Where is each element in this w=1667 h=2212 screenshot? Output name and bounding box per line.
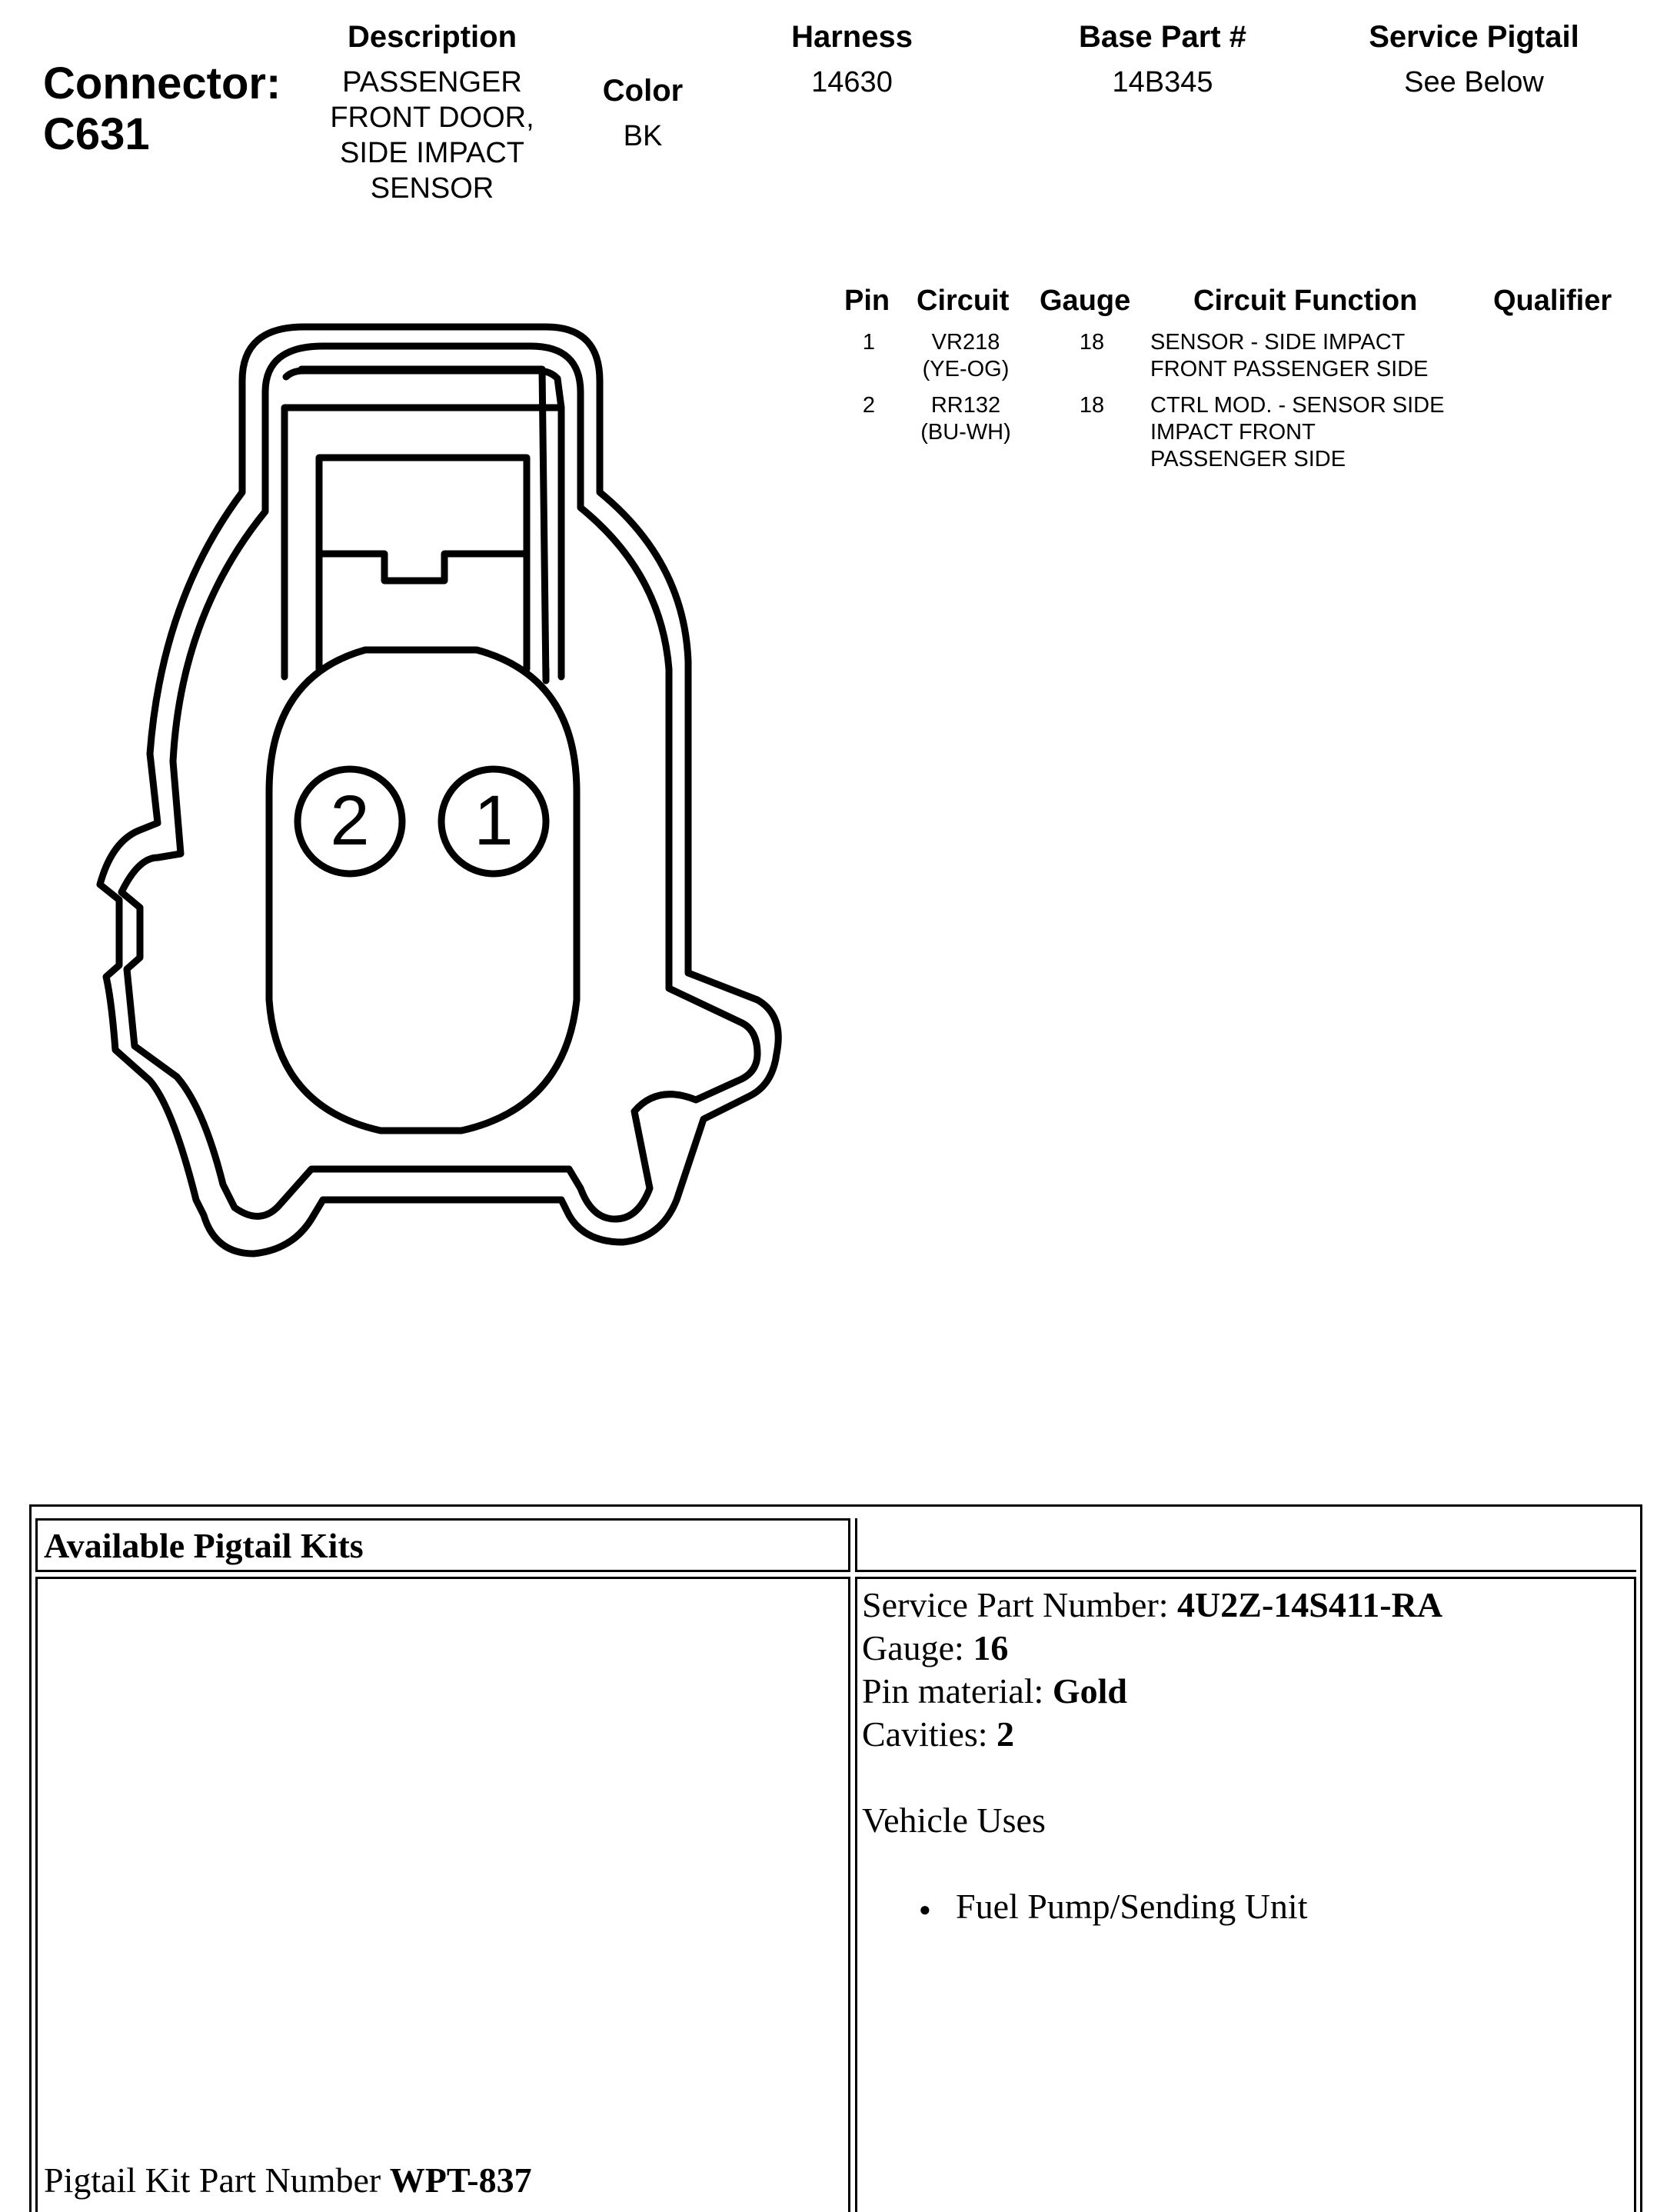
pigtail-title-blank-cell: [855, 1518, 1636, 1572]
col-function-header: Circuit Function: [1193, 285, 1418, 317]
pin-1-label: 1: [474, 781, 514, 860]
gauge-cell: 18: [1079, 393, 1105, 418]
base-part-label: Base Part #: [1079, 20, 1246, 54]
description-line: PASSENGER: [342, 66, 522, 98]
latch-window: [319, 458, 527, 581]
pigtail-image-cell: [35, 1577, 850, 2212]
circuit-id: RR132: [930, 393, 1001, 418]
function-line: PASSENGER SIDE: [1150, 447, 1346, 471]
gauge-label: Gauge:: [862, 1628, 973, 1667]
description-label: Description: [347, 20, 517, 54]
pigtail-kit-part-label: Pigtail Kit Part Number: [44, 2160, 390, 2200]
pigtail-details: [862, 1584, 1615, 1928]
circuit-cell: [904, 329, 1027, 383]
latch-cap: [286, 371, 561, 408]
function-line: SENSOR - SIDE IMPACT: [1150, 330, 1406, 355]
vehicle-uses-label: Vehicle Uses: [862, 1801, 1046, 1840]
pin-number: 1: [862, 330, 876, 355]
cavities-value: 2: [997, 1714, 1015, 1754]
service-pigtail-value: See Below: [1404, 66, 1544, 98]
function-cell: [1150, 392, 1504, 473]
gauge-cell: 18: [1079, 330, 1105, 355]
function-line: CTRL MOD. - SENSOR SIDE: [1150, 393, 1445, 418]
pigtail-details-cell: [855, 1577, 1636, 2212]
service-part-value: 4U2Z-14S411-RA: [1177, 1585, 1443, 1624]
vehicle-uses-list: [919, 1885, 1615, 1928]
pin-2-label: 2: [330, 781, 370, 860]
description-value: [309, 65, 555, 206]
service-part-label: Service Part Number:: [862, 1585, 1178, 1624]
connector-label-text: Connector:: [43, 58, 281, 108]
col-pin-header: Pin: [844, 285, 890, 317]
service-pigtail-label: Service Pigtail: [1369, 20, 1579, 54]
col-gauge-header: Gauge: [1040, 285, 1131, 317]
color-label: Color: [602, 74, 684, 108]
harness-label: Harness: [791, 20, 913, 54]
cavities-label: Cavities:: [862, 1714, 997, 1754]
pigtail-kit-part-value: WPT-837: [389, 2160, 532, 2200]
pin-material-value: Gold: [1052, 1671, 1127, 1711]
circuit-color: (BU-WH): [920, 420, 1011, 445]
cavities-line: [862, 1713, 1615, 1756]
connector-id: C631: [43, 109, 150, 159]
col-circuit-header: Circuit: [917, 285, 1010, 317]
color-value: BK: [623, 120, 663, 152]
circuit-cell: [904, 392, 1027, 446]
gauge-line: [862, 1627, 1615, 1670]
service-part-line: [862, 1584, 1615, 1627]
function-line: IMPACT FRONT: [1150, 420, 1316, 445]
circuit-id: VR218: [931, 330, 1000, 355]
vehicle-use-item: ● Fuel Pump/Sending Unit: [919, 1885, 1615, 1928]
function-line: FRONT PASSENGER SIDE: [1150, 357, 1429, 381]
function-cell: [1150, 329, 1504, 383]
gauge-value: 16: [973, 1628, 1009, 1667]
pin-material-line: [862, 1670, 1615, 1713]
pin-cavity-pad: [269, 650, 577, 1131]
pigtail-title: Available Pigtail Kits: [44, 1526, 364, 1565]
circuit-color: (YE-OG): [922, 357, 1010, 381]
description-line: SIDE IMPACT: [340, 137, 524, 169]
pigtail-title-cell: [35, 1518, 850, 1572]
connector-face-diagram: [0, 292, 815, 1308]
latch-outer-frame: [284, 369, 561, 681]
connector-label: [43, 58, 281, 160]
pin-number: 2: [862, 393, 876, 418]
col-qualifier-header: Qualifier: [1493, 285, 1612, 317]
base-part-value: 14B345: [1112, 66, 1213, 98]
pin-material-label: Pin material:: [862, 1671, 1053, 1711]
connector-inner-outline: [121, 346, 757, 1219]
pigtail-kit-part: [44, 2159, 532, 2202]
description-line: FRONT DOOR,: [330, 102, 534, 134]
harness-value: 14630: [811, 66, 893, 98]
description-line: SENSOR: [370, 172, 494, 205]
